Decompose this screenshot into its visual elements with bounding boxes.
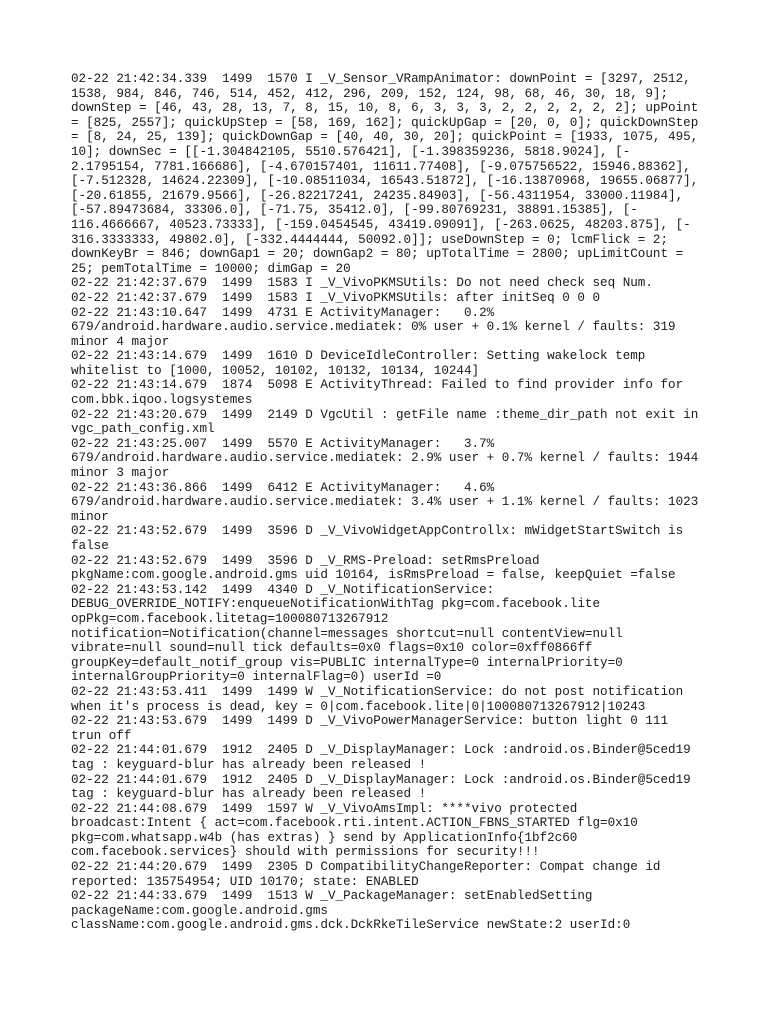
log-line: className:com.google.android.gms.dck.DckRkeTileService newState:2 userId:0 — [71, 918, 631, 933]
log-line: 02-22 21:43:53.679 1499 1499 D _V_VivoPowerManagerService: button light 0 111 — [71, 714, 669, 729]
log-line: reported: 135754954; UID 10170; state: ENABLED — [71, 874, 419, 889]
log-line: 02-22 21:43:14.679 1874 5098 E ActivityThread: Failed to find provider info for — [71, 378, 684, 393]
log-line: 679/android.hardware.audio.service.mediatek: 2.9% user + 0.7% kernel / faults: 1944 — [71, 451, 699, 466]
log-line: 02-22 21:44:20.679 1499 2305 D CompatibilityChangeReporter: Compat change id — [71, 860, 661, 875]
log-line: = [8, 24, 25, 139]; quickDownGap = [40, 40, 30, 20]; quickPoint = [1933, 1075, 495, — [71, 130, 699, 145]
log-line: 116.4666667, 40523.73333], [-159.0454545, 43419.09091], [-263.0625, 48203.875], [- — [71, 217, 691, 232]
log-line: 02-22 21:43:10.647 1499 4731 E ActivityManager: 0.2% — [71, 305, 495, 320]
log-line: 02-22 21:43:52.679 1499 3596 D _V_VivoWidgetAppControllx: mWidgetStartSwitch is — [71, 524, 684, 539]
log-line: 679/android.hardware.audio.service.mediatek: 0% user + 0.1% kernel / faults: 319 — [71, 320, 676, 335]
log-line: packageName:com.google.android.gms — [71, 903, 328, 918]
log-line: tag : keyguard-blur has already been released ! — [71, 757, 427, 772]
log-line: minor 3 major — [71, 466, 170, 481]
log-line: 02-22 21:42:34.339 1499 1570 I _V_Sensor_VRampAnimator: downPoint = [3297, 2512, — [71, 72, 691, 86]
log-line: groupKey=default_notif_group vis=PUBLIC internalType=0 internalPriority=0 — [71, 655, 623, 670]
log-line: 679/android.hardware.audio.service.mediatek: 3.4% user + 1.1% kernel / faults: 1023 — [71, 495, 699, 510]
log-line: pkgName:com.google.android.gms uid 10164, isRmsPreload = false, keepQuiet =false — [71, 568, 676, 583]
log-line: trun off — [71, 728, 132, 743]
log-line: whitelist to [1000, 10052, 10102, 10132, 10134, 10244] — [71, 363, 480, 378]
log-line: 02-22 21:43:53.142 1499 4340 D _V_NotificationService: — [71, 582, 495, 597]
log-line: downKeyBr = 846; downGap1 = 20; downGap2 = 80; upTotalTime = 2800; upLimitCount = — [71, 247, 684, 262]
log-line: false — [71, 539, 109, 553]
log-line: 10]; downSec = [[-1.304842105, 5510.576421], [-1.398359236, 5818.9024], [- — [71, 144, 631, 159]
log-line: = [825, 2557]; quickUpStep = [58, 169, 162]; quickUpGap = [20, 0, 0]; quickDownStep — [71, 115, 699, 130]
log-line: 25; pemTotalTime = 10000; dimGap = 20 — [71, 261, 351, 276]
log-line: com.bbk.iqoo.logsystemes — [71, 393, 253, 408]
log-line: minor — [71, 509, 109, 524]
log-line: [-7.512328, 14624.22309], [-10.08511034, 16543.51872], [-16.13870968, 19655.06877], — [71, 174, 699, 189]
log-page — [71, 72, 711, 933]
log-line: tag : keyguard-blur has already been released ! — [71, 787, 427, 802]
log-line: notification=Notification(channel=messages shortcut=null contentView=null — [71, 626, 623, 641]
log-line: 02-22 21:44:33.679 1499 1513 W _V_PackageManager: setEnabledSetting — [71, 889, 593, 904]
log-line: com.facebook.services} should with permissions for security!!! — [71, 845, 540, 860]
log-line: pkg=com.whatsapp.w4b (has extras) } send by ApplicationInfo{1bf2c60 — [71, 830, 578, 845]
log-line: 02-22 21:43:20.679 1499 2149 D VgcUtil : getFile name :theme_dir_path not exit in — [71, 407, 699, 422]
log-text-block — [71, 72, 711, 933]
log-line: 02-22 21:42:37.679 1499 1583 I _V_VivoPKMSUtils: after initSeq 0 0 0 — [71, 290, 601, 305]
log-line: 02-22 21:44:08.679 1499 1597 W _V_VivoAmsImpl: ****vivo protected — [71, 801, 578, 816]
log-line: [-57.89473684, 33306.0], [-71.75, 35412.0], [-99.80769231, 38891.15385], [- — [71, 203, 638, 218]
log-line: 2.1795154, 7781.166686], [-4.670157401, 11611.77408], [-9.075756522, 15946.88362], — [71, 159, 691, 174]
log-line: when it's process is dead, key = 0|com.facebook.lite|0|100080713267912|10243 — [71, 699, 646, 714]
log-line: opPkg=com.facebook.litetag=100080713267912 — [71, 611, 389, 626]
log-line: 1538, 984, 846, 746, 514, 452, 412, 296, 209, 152, 124, 98, 68, 46, 30, 18, 9]; — [71, 86, 669, 101]
log-line: 02-22 21:43:14.679 1499 1610 D DeviceIdleController: Setting wakelock temp — [71, 349, 646, 364]
log-line: 02-22 21:44:01.679 1912 2405 D _V_DisplayManager: Lock :android.os.Binder@5ced19 — [71, 743, 691, 758]
log-line: 02-22 21:44:01.679 1912 2405 D _V_DisplayManager: Lock :android.os.Binder@5ced19 — [71, 772, 691, 787]
log-line: DEBUG_OVERRIDE_NOTIFY:enqueueNotificationWithTag pkg=com.facebook.lite — [71, 597, 601, 612]
log-line: 02-22 21:43:53.411 1499 1499 W _V_NotificationService: do not post notification — [71, 684, 684, 699]
log-line: minor 4 major — [71, 334, 170, 349]
log-line: 316.3333333, 49802.0], [-332.4444444, 50092.0]]; useDownStep = 0; lcmFlick = 2; — [71, 232, 669, 247]
log-line: internalGroupPriority=0 internalFlag=0) userId =0 — [71, 670, 442, 685]
log-line: downStep = [46, 43, 28, 13, 7, 8, 15, 10, 8, 6, 3, 3, 3, 2, 2, 2, 2, 2, 2]; upPoint — [71, 101, 699, 116]
log-line: 02-22 21:43:52.679 1499 3596 D _V_RMS-Preload: setRmsPreload — [71, 553, 540, 568]
log-line: vgc_path_config.xml — [71, 422, 215, 437]
log-line: 02-22 21:43:25.007 1499 5570 E ActivityManager: 3.7% — [71, 436, 495, 451]
log-line: 02-22 21:43:36.866 1499 6412 E ActivityManager: 4.6% — [71, 480, 495, 495]
log-line: vibrate=null sound=null tick defaults=0x0 flags=0x10 color=0xff0866ff — [71, 641, 593, 656]
log-line: broadcast:Intent { act=com.facebook.rti.intent.ACTION_FBNS_STARTED flg=0x10 — [71, 816, 638, 831]
log-line: [-20.61855, 21679.9566], [-26.82217241, 24235.84903], [-56.4311954, 33000.11984], — [71, 188, 684, 203]
log-line: 02-22 21:42:37.679 1499 1583 I _V_VivoPKMSUtils: Do not need check seq Num. — [71, 276, 653, 291]
